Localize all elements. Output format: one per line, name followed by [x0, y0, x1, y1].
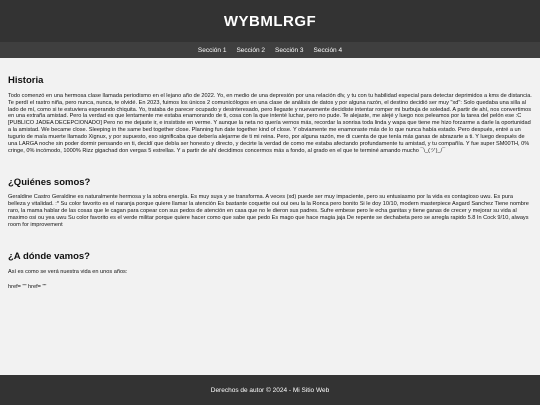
- nav-link-seccion-2[interactable]: Sección 2: [236, 46, 265, 54]
- site-title: WYBMLRGF: [223, 12, 317, 30]
- historia-text: Todo comenzó en una hermosa clase llamada periodismo en el lejano año de 2022. Yo, en medio de una depresión por una relación dlv, y tu con tu habilidad especial para detectar deprimidos a kms de distancia. Te perdí el rastro niña, pero nunca, nunca, te olvidé. En 2023, fuimos los únicos 2 comunicólogos en una clase de análisis de datos y por alguna razón, el destino decidió ser muy "xd": Solo quedaba una silla al lado de mí, como si te estuviera esperando chiquita. Yo, trataba de parecer ocupado y desinteresado, pero llegaste y nuevamente decidiste intentar romper mi burbuja de soledad. A partir de ahí, nos convertimos en una extraña amistad. Pero la verdad es que lentamente me estaba enamorando de ti, cosa con la que intenté luchar, pero no pude. Te alejaste, me alejé y luego nos peleamos por la tarea del pelón ese :C [PUBLICO JADEA DECEPCIONADO] Pero no me dejaste ir, e insististe en verme. Y aunque la neta no quería vernos más, recordar la sonrisa toda linda y wapa que tiene me hizo forzarme a darle la oportunidad a la amistad. We became close. Sleeping in the same bed together close. Planning fun date together kind of close. Y obviamente me enamoraste más de lo que nunca había estado. Pero después, entré a un tugurio de maía muerte llamado Xignux, y por supuesto, eso significaba que debería alejarme de ti mi reina. Pero, por alguna razón, me di cuenta de que tenía más ganas de abrazarte a ti. Y luego después de una LARGA noche sin poder dormir pensando en ti, decidí que debía ser honesto y directo, y decirte la verdad de como me estaba afectando profundamente tu amistad, y tu compañía. Y fue super SM00TH, 0% cringe, 0% incómodo, 1000% Rizz gigachad don vergas 5 estrellas. Y a partir de ahí decidimos concermos más a fondo, al grado en el que te terminé amando mucho ¯\_(ツ)_/¯: [8, 93, 532, 154]
- href-placeholder-text: href= "" href= "": [8, 284, 47, 291]
- quienes-section: [8, 154, 532, 228]
- nav-link-seccion-1[interactable]: Sección 1: [197, 46, 227, 54]
- nav-link-seccion-4[interactable]: Sección 4: [313, 46, 343, 54]
- quienes-heading: ¿Quiénes somos?: [8, 177, 91, 189]
- donde-subtext: Así es como se verá nuestra vida en unos años:: [8, 269, 128, 276]
- site-footer: [0, 375, 540, 405]
- donde-heading: ¿A dónde vamos?: [8, 251, 90, 263]
- section-nav: [0, 42, 540, 58]
- main-content: [0, 58, 540, 290]
- historia-section: [8, 58, 532, 154]
- historia-heading: Historia: [8, 75, 44, 86]
- nav-link-seccion-3[interactable]: Sección 3: [275, 46, 304, 54]
- donde-section: [8, 228, 532, 290]
- site-header: [0, 0, 540, 42]
- copyright-text: Derechos de autor © 2024 - Mi Sitio Web: [210, 386, 330, 394]
- quienes-text: Geraldine Castro Geraldine es naturalmente hermosa y la sobra energía. Es muy suya y se transforma. A veces (xd) puede ser muy impaciente, pero su entusiasmo por la vida es contagioso uwu. Es pura belleza y vitalidad. :* Su color favorito es el naranja porque quiere llamar la atención Es bastante coquette oui oui oeu la la Ronca pero bonito Si le doy 10/10, modern masterpiece Asgard Sanchez Tiene nombre raro, la mama hablar de las cosas que le cagan para copear con sus pedos de atención en casa que no le dieron sus padres. Sufre embese pero le echa ganitas y tiene ganas de crecer y mejorar su vida al maximo osi ou yea uwu Su color favorito es el verde militar porque quiere hacer como que sabe que pedo Es mago que hace magia jaja De repente se dechabeta pero se arregla rapido 5.8 In Cock 9/10, always room for improvement: [8, 194, 529, 228]
